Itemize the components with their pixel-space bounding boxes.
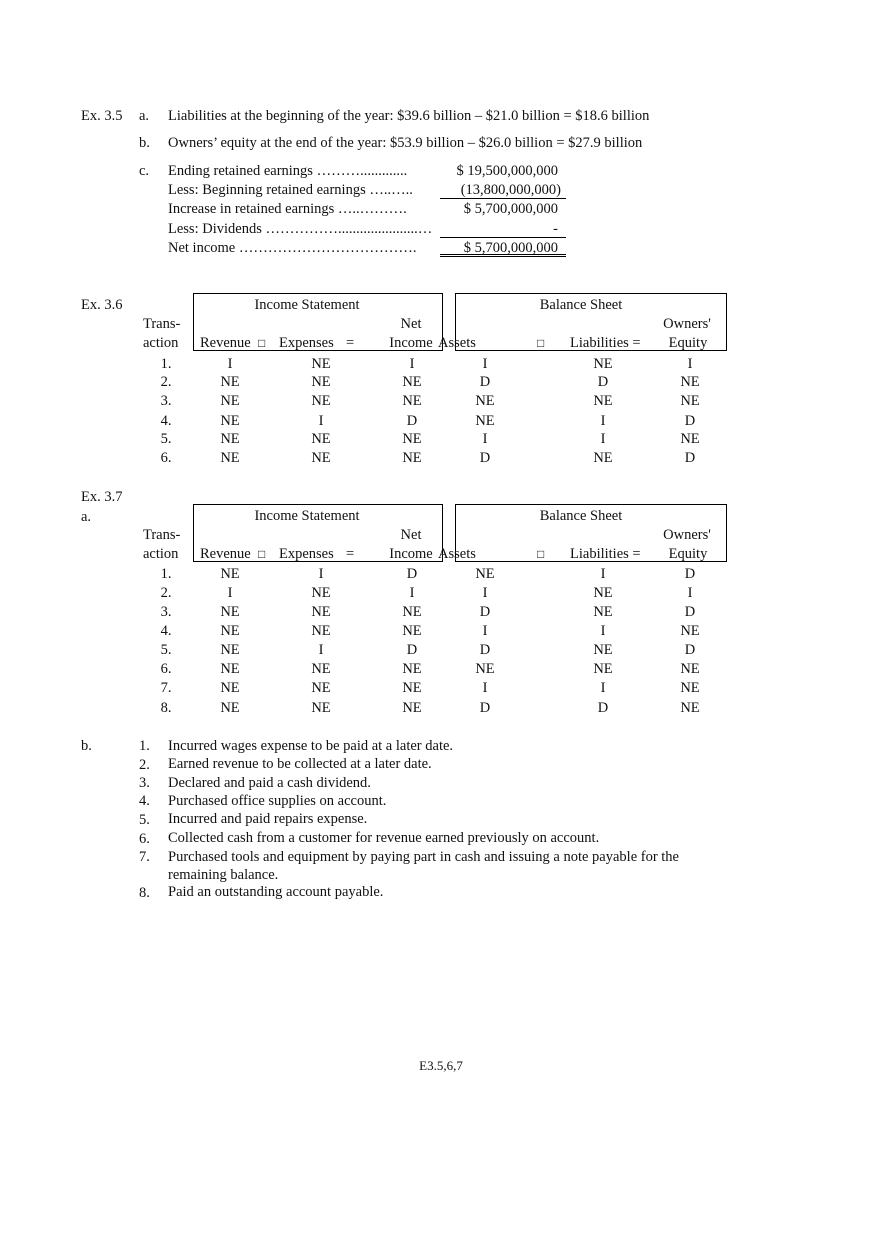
owners-equity-cell: NE <box>680 680 700 696</box>
assets-cell: D <box>479 374 491 390</box>
net-income-cell: D <box>406 566 418 582</box>
expenses-cell: NE <box>311 700 331 716</box>
net-income-cell: NE <box>402 680 422 696</box>
owners-equity-cell: I <box>687 585 693 601</box>
liabilities-cell: NE <box>593 356 613 372</box>
assets-cell: NE <box>475 393 495 409</box>
revenue-cell: I <box>227 585 233 601</box>
expenses-cell: I <box>318 642 324 658</box>
liabilities-header: Liabilities = <box>570 335 641 351</box>
item-text: Declared and paid a cash dividend. <box>168 775 371 791</box>
liabilities-cell: NE <box>593 604 613 620</box>
expenses-header: Expenses <box>279 335 334 351</box>
liabilities-cell: NE <box>593 393 613 409</box>
row-number: 6. <box>160 450 172 466</box>
ex35-c-letter: c. <box>139 163 150 179</box>
liabilities-cell: NE <box>593 642 613 658</box>
ex37-part-a-letter: a. <box>81 509 92 525</box>
liabilities-cell: I <box>600 431 606 447</box>
net-header: Net <box>400 527 422 543</box>
owners-equity-cell: NE <box>680 431 700 447</box>
revenue-cell: NE <box>220 393 240 409</box>
ex35-b-letter: b. <box>139 135 150 151</box>
income-statement-title: Income Statement <box>254 508 360 524</box>
liabilities-cell: I <box>600 413 606 429</box>
revenue-cell: NE <box>220 623 240 639</box>
row-number: 8. <box>160 700 172 716</box>
equity-header: Equity <box>668 335 708 351</box>
owners-equity-cell: NE <box>680 700 700 716</box>
revenue-cell: NE <box>220 374 240 390</box>
item-number: 3. <box>139 775 150 791</box>
equals-glyph-icon: □ <box>537 336 545 350</box>
net-income-cell: I <box>409 356 415 372</box>
schedule-label: Less: Beginning retained earnings …..….. <box>168 182 413 198</box>
expenses-cell: NE <box>311 356 331 372</box>
net-income-cell: NE <box>402 431 422 447</box>
revenue-cell: NE <box>220 413 240 429</box>
item-text: Incurred and paid repairs expense. <box>168 811 368 827</box>
schedule-underline <box>440 198 566 199</box>
revenue-header: Revenue <box>200 335 251 351</box>
expenses-cell: NE <box>311 680 331 696</box>
expenses-cell: I <box>318 566 324 582</box>
equals-sign: = <box>346 335 355 351</box>
item-number: 1. <box>139 738 150 754</box>
liabilities-cell: D <box>597 374 609 390</box>
assets-cell: I <box>482 623 488 639</box>
revenue-cell: NE <box>220 642 240 658</box>
assets-cell: D <box>479 642 491 658</box>
item-text: Incurred wages expense to be paid at a later date. <box>168 738 454 754</box>
assets-cell: I <box>482 356 488 372</box>
owners-equity-cell: D <box>684 450 696 466</box>
expenses-cell: NE <box>311 661 331 677</box>
item-number: 5. <box>139 812 150 828</box>
row-number: 6. <box>160 661 172 677</box>
revenue-cell: I <box>227 356 233 372</box>
schedule-label: Ending retained earnings ………............. <box>168 163 408 179</box>
action-header: action <box>143 546 179 562</box>
expenses-cell: NE <box>311 585 331 601</box>
owners-equity-cell: D <box>684 642 696 658</box>
net-income-cell: D <box>406 413 418 429</box>
schedule-label: Net income ………………………………. <box>168 240 417 256</box>
revenue-cell: NE <box>220 450 240 466</box>
net-income-cell: NE <box>402 450 422 466</box>
schedule-value: $ 19,500,000,000 <box>456 163 558 179</box>
owners-equity-cell: NE <box>680 374 700 390</box>
expenses-cell: NE <box>311 393 331 409</box>
net-header: Net <box>400 316 422 332</box>
equity-header: Equity <box>668 546 708 562</box>
ex37-part-b-letter: b. <box>81 738 92 754</box>
expenses-cell: NE <box>311 450 331 466</box>
equals-sign: = <box>346 546 355 562</box>
item-text: Purchased office supplies on account. <box>168 793 387 809</box>
assets-cell: D <box>479 450 491 466</box>
expenses-cell: NE <box>311 431 331 447</box>
owners-equity-cell: D <box>684 604 696 620</box>
liabilities-cell: D <box>597 700 609 716</box>
action-header: action <box>143 335 179 351</box>
assets-cell: I <box>482 585 488 601</box>
item-text: Collected cash from a customer for revenue earned previously on account. <box>168 830 600 846</box>
trans-header: Trans- <box>143 316 181 332</box>
net-income-cell: NE <box>402 700 422 716</box>
row-number: 5. <box>160 431 172 447</box>
owners-equity-cell: D <box>684 566 696 582</box>
row-number: 2. <box>160 585 172 601</box>
expenses-cell: NE <box>311 604 331 620</box>
revenue-cell: NE <box>220 680 240 696</box>
ex36-label: Ex. 3.6 <box>81 297 123 313</box>
assets-cell: D <box>479 604 491 620</box>
minus-glyph-icon: □ <box>258 336 266 350</box>
revenue-cell: NE <box>220 566 240 582</box>
expenses-header: Expenses <box>279 546 334 562</box>
schedule-value: $ 5,700,000,000 <box>463 201 558 217</box>
assets-cell: I <box>482 680 488 696</box>
owners-equity-cell: D <box>684 413 696 429</box>
liabilities-header: Liabilities = <box>570 546 641 562</box>
liabilities-cell: I <box>600 623 606 639</box>
revenue-cell: NE <box>220 604 240 620</box>
row-number: 7. <box>160 680 172 696</box>
schedule-value: $ 5,700,000,000 <box>463 240 558 256</box>
net-income-cell: NE <box>402 393 422 409</box>
row-number: 3. <box>160 393 172 409</box>
minus-glyph-icon: □ <box>258 547 266 561</box>
owners-equity-cell: NE <box>680 393 700 409</box>
schedule-underline <box>440 254 566 255</box>
owners-equity-cell: NE <box>680 623 700 639</box>
assets-header: Assets <box>438 546 476 562</box>
revenue-cell: NE <box>220 431 240 447</box>
schedule-label: Increase in retained earnings …..………. <box>168 201 407 217</box>
owners-header: Owners' <box>663 316 711 332</box>
assets-cell: NE <box>475 566 495 582</box>
item-number: 6. <box>139 831 150 847</box>
ex35-a-text: Liabilities at the beginning of the year: $39.6 billion – $21.0 billion = $18.6 billion <box>168 108 650 124</box>
expenses-cell: NE <box>311 623 331 639</box>
revenue-header: Revenue <box>200 546 251 562</box>
balance-sheet-title: Balance Sheet <box>539 297 623 313</box>
row-number: 3. <box>160 604 172 620</box>
revenue-cell: NE <box>220 700 240 716</box>
expenses-cell: I <box>318 413 324 429</box>
item-text: Paid an outstanding account payable. <box>168 884 384 900</box>
row-number: 4. <box>160 623 172 639</box>
income-statement-title: Income Statement <box>254 297 360 313</box>
owners-equity-cell: NE <box>680 661 700 677</box>
item-text: Purchased tools and equipment by paying part in cash and issuing a note payable for the <box>168 849 679 865</box>
row-number: 4. <box>160 413 172 429</box>
net-income-cell: NE <box>402 604 422 620</box>
ex37-label: Ex. 3.7 <box>81 489 123 505</box>
schedule-label: Less: Dividends ……………......................… <box>168 221 433 237</box>
assets-cell: I <box>482 431 488 447</box>
expenses-cell: NE <box>311 374 331 390</box>
assets-cell: NE <box>475 413 495 429</box>
income-header: Income <box>389 546 433 562</box>
owners-equity-cell: I <box>687 356 693 372</box>
item-number: 4. <box>139 793 150 809</box>
item-number: 7. <box>139 849 150 865</box>
row-number: 1. <box>160 356 172 372</box>
ex35-label: Ex. 3.5 <box>81 108 123 124</box>
liabilities-cell: NE <box>593 585 613 601</box>
schedule-double-underline <box>440 256 566 257</box>
assets-cell: NE <box>475 661 495 677</box>
page-footer: E3.5,6,7 <box>419 1058 463 1073</box>
ex35-a-letter: a. <box>139 108 150 124</box>
schedule-underline <box>440 237 566 238</box>
revenue-cell: NE <box>220 661 240 677</box>
item-number: 2. <box>139 757 150 773</box>
net-income-cell: NE <box>402 661 422 677</box>
item-text-continued: remaining balance. <box>168 867 279 883</box>
owners-header: Owners' <box>663 527 711 543</box>
row-number: 5. <box>160 642 172 658</box>
assets-cell: D <box>479 700 491 716</box>
net-income-cell: D <box>406 642 418 658</box>
schedule-value: - <box>553 221 558 237</box>
balance-sheet-title: Balance Sheet <box>539 508 623 524</box>
trans-header: Trans- <box>143 527 181 543</box>
liabilities-cell: I <box>600 566 606 582</box>
income-header: Income <box>389 335 433 351</box>
row-number: 2. <box>160 374 172 390</box>
row-number: 1. <box>160 566 172 582</box>
liabilities-cell: NE <box>593 661 613 677</box>
net-income-cell: NE <box>402 623 422 639</box>
schedule-value: (13,800,000,000) <box>460 182 561 198</box>
item-text: Earned revenue to be collected at a later date. <box>168 756 432 772</box>
item-number: 8. <box>139 885 150 901</box>
net-income-cell: I <box>409 585 415 601</box>
equals-glyph-icon: □ <box>537 547 545 561</box>
ex35-b-text: Owners’ equity at the end of the year: $53.9 billion – $26.0 billion = $27.9 billion <box>168 135 643 151</box>
net-income-cell: NE <box>402 374 422 390</box>
liabilities-cell: I <box>600 680 606 696</box>
assets-header: Assets <box>438 335 476 351</box>
liabilities-cell: NE <box>593 450 613 466</box>
